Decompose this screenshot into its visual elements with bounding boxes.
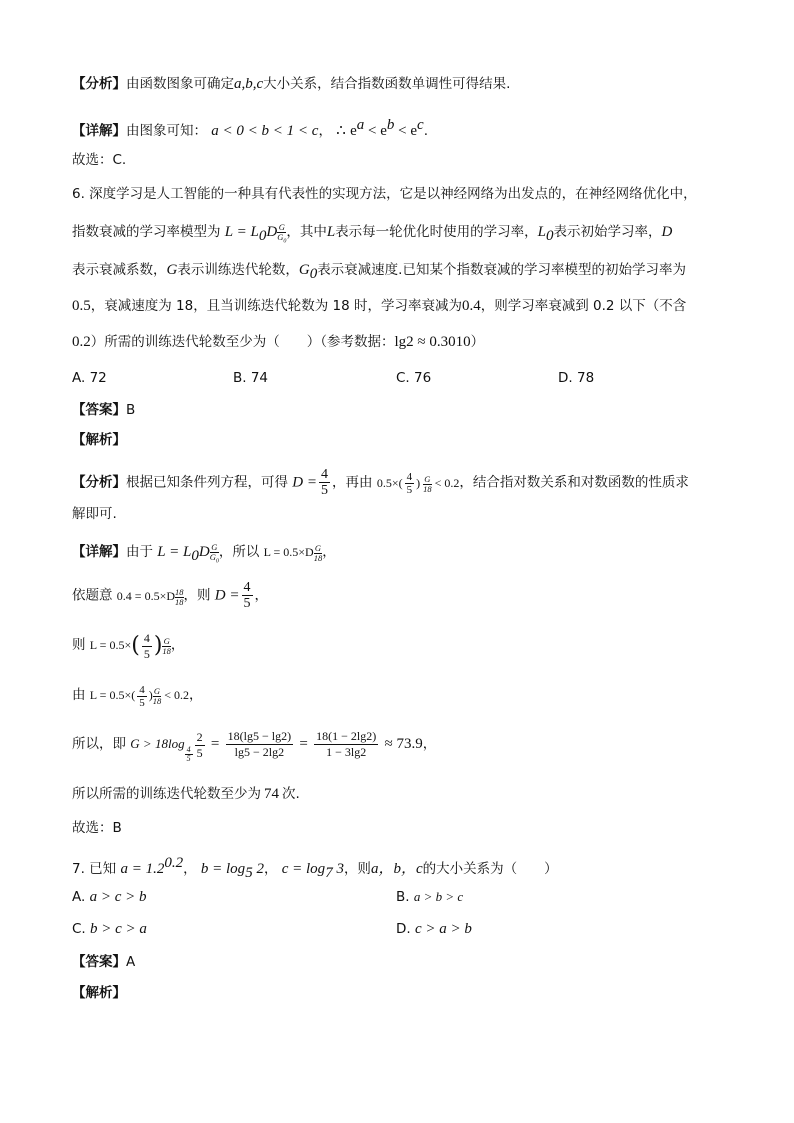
detail-text: 由图象可知： xyxy=(126,123,207,139)
var-G0: $G_0$ xyxy=(298,262,318,282)
answer-tag: 【答案】 xyxy=(72,954,126,970)
var-L: L xyxy=(326,224,336,240)
stem-text: 表示初始学习率， xyxy=(553,224,662,240)
math-a: $a = 1.2^{0.2}$ xyxy=(120,855,184,877)
q5-answer-line: 故选：C. xyxy=(72,152,127,168)
stem-text: 表示每一轮优化时使用的学习率， xyxy=(335,224,538,240)
q7-option-b[interactable]: B. a > b > c xyxy=(396,889,464,905)
q6-stem-line-1: 6. 深度学习是人工智能的一种具有代表性的实现方法，它是以神经网络为出发点的，在神经网络优化中， xyxy=(72,186,697,202)
analysis-text: 根据已知条件列方程，可得 xyxy=(126,474,288,491)
value-0-2: 0.2 xyxy=(72,334,91,350)
var-G: G xyxy=(166,262,178,278)
separator: ， xyxy=(422,736,437,752)
fraction-4-5: $\frac{4}{5}$ xyxy=(243,580,251,611)
reference-data: lg2 ≈ 0.3010 xyxy=(394,334,471,350)
analysis-tag: 【分析】 xyxy=(72,76,126,92)
math-inequality: a < 0 < b < 1 < c xyxy=(211,123,319,139)
separator: ， xyxy=(183,861,197,877)
q6-detail-line-5 xyxy=(72,726,734,763)
q7-option-d[interactable]: D. c > a > b xyxy=(396,921,472,937)
q5-detail-line xyxy=(72,115,734,141)
q6-final-line: 故选：B xyxy=(72,820,122,836)
detail-text: 则 xyxy=(72,637,86,653)
explanation-tag: 【解析】 xyxy=(72,432,126,448)
answer-value: A xyxy=(126,954,136,970)
q7-answer-line xyxy=(72,952,734,972)
stem-text: ） xyxy=(470,334,485,350)
q6-detail-line-3 xyxy=(72,628,734,662)
math-vars: a,b,c xyxy=(234,76,264,92)
value-0-5: 0.5 xyxy=(72,298,91,314)
stem-text: 表示衰减速度.已知某个指数衰减的学习率模型的初始学习率为 xyxy=(317,262,686,278)
stem-text: ）所需的训练迭代轮数至少为（ ）（参考数据： xyxy=(90,334,395,350)
separator: ， xyxy=(254,587,269,604)
q6-analysis-line xyxy=(72,467,734,498)
approx-value: ≈ 73.9 xyxy=(384,736,423,752)
math-ineq: L = 0.5×( $\frac{4}{5}$ ) $\frac{G}{18}$ < 0.2 xyxy=(89,683,189,709)
q6-option-a[interactable]: A. 72 xyxy=(72,370,107,386)
separator: ， xyxy=(318,123,332,139)
q6-analysis-line-2: 解即可. xyxy=(72,506,117,522)
detail-text: ，则 xyxy=(183,587,211,604)
analysis-text: ，结合指对数关系和对数函数的性质求 xyxy=(459,474,689,491)
conclusion-text: 次. xyxy=(282,786,300,802)
q6-detail-line-2 xyxy=(72,580,734,611)
analysis-tag: 【分析】 xyxy=(72,474,126,491)
separator: ， xyxy=(189,687,203,703)
value-0-4: 0.4 xyxy=(461,298,481,314)
math-D: D = xyxy=(292,474,318,491)
q6-option-d[interactable]: D. 78 xyxy=(558,370,595,386)
math-G-log: G > 18log $_{\frac{4}{5}}$ $\frac{2}{5}$ xyxy=(130,729,203,763)
detail-tag: 【详解】 xyxy=(72,544,126,560)
fraction-4-5: $\frac{4}{5}$ xyxy=(321,467,329,498)
stem-text: 7. 已知 xyxy=(72,861,117,877)
q7-stem-line xyxy=(72,853,734,883)
math-0-4: 0.4 = 0.5×D $\frac{18}{18}$ xyxy=(116,586,184,607)
detail-text: 由于 xyxy=(126,544,153,560)
stem-text: ，其中 xyxy=(286,224,327,240)
equals: = xyxy=(299,736,308,752)
analysis-text: ，再由 xyxy=(332,474,373,491)
q7-option-a[interactable]: A. a > c > b xyxy=(72,889,147,905)
period: . xyxy=(423,123,429,139)
answer-tag: 【答案】 xyxy=(72,402,126,418)
math-b: $b = \log_5 2$ xyxy=(200,861,264,881)
math-L-05: L = 0.5×D $\frac{G}{18}$ xyxy=(263,543,323,563)
q6-option-b[interactable]: B. 74 xyxy=(233,370,269,386)
math-exp-chain: $e^a < e^b < e^c$ xyxy=(350,117,424,139)
q6-stem-line-3 xyxy=(72,260,734,284)
var-D: D xyxy=(661,224,673,240)
separator: ， xyxy=(322,544,336,560)
detail-text: 由 xyxy=(72,687,86,703)
fraction-2: $\frac{18(1 - 2\lg 2)}{1 - 3\lg 2}$ xyxy=(316,728,377,759)
stem-text: 表示训练迭代轮数， xyxy=(177,262,299,278)
math-D: D = xyxy=(214,587,240,604)
stem-text: ，则 xyxy=(343,861,371,877)
decay-formula: $L = L_0D$ $\frac{G}{G_0}$ xyxy=(157,542,219,565)
detail-text: 所以，即 xyxy=(72,736,126,752)
separator: ， xyxy=(263,861,278,877)
math-vars: a，b，c xyxy=(370,861,423,877)
therefore-symbol: ∴ xyxy=(336,123,346,139)
detail-text: 依题意 xyxy=(72,587,113,604)
detail-text: ，所以 xyxy=(218,544,260,560)
conclusion-number: 74 xyxy=(264,786,279,802)
math-L-expr: L = 0.5×( $\frac{4}{5}$ ) $\frac{G}{18}$ xyxy=(89,630,171,661)
answer-value: B xyxy=(126,402,136,418)
stem-text: ，则学习率衰减到 0.2 以下（不含 xyxy=(480,298,687,314)
q6-stem-line-2 xyxy=(72,222,734,247)
detail-tag: 【详解】 xyxy=(72,123,126,139)
q6-answer-line xyxy=(72,400,734,420)
q7-jiexi-line xyxy=(72,983,734,1003)
var-L0: $L_0$ xyxy=(537,224,554,244)
explanation-tag: 【解析】 xyxy=(72,985,126,1001)
separator: ， xyxy=(170,637,185,653)
q6-conclusion-line xyxy=(72,784,734,804)
q6-detail-line-1 xyxy=(72,542,734,567)
q7-option-c[interactable]: C. b > c > a xyxy=(72,921,147,937)
q6-stem-line-4 xyxy=(72,296,734,316)
stem-text: ，衰减速度为 18，且当训练迭代轮数为 18 时，学习率衰减为 xyxy=(90,298,462,314)
q5-analysis-line xyxy=(72,74,734,94)
q6-jiexi-line xyxy=(72,430,734,450)
conclusion-text: 所以所需的训练迭代轮数至少为 xyxy=(72,786,261,802)
stem-text: 的大小关系为（ ） xyxy=(422,861,558,877)
analysis-text: 大小关系，结合指数函数单调性可得结果. xyxy=(263,76,511,92)
stem-text: 表示衰减系数， xyxy=(72,262,167,278)
q6-detail-line-4 xyxy=(72,680,734,710)
analysis-text: 由函数图象可确定 xyxy=(126,76,234,92)
q6-stem-line-5 xyxy=(72,332,734,352)
q6-option-c[interactable]: C. 76 xyxy=(396,370,432,386)
equals: = xyxy=(210,736,220,752)
math-c: $c = \log_7 3$ xyxy=(281,861,344,881)
decay-formula: $L = L_0D$ $\frac{G}{G_0}$ xyxy=(224,222,287,245)
stem-text: 指数衰减的学习率模型为 xyxy=(72,224,221,240)
fraction-1: $\frac{18(\lg 5 - \lg 2)}{\lg 5 - 2\lg 2}$ xyxy=(227,728,292,759)
math-ineq: 0.5×( $\frac{4}{5}$ ) $\frac{G}{18}$ < 0.2 xyxy=(376,471,460,497)
